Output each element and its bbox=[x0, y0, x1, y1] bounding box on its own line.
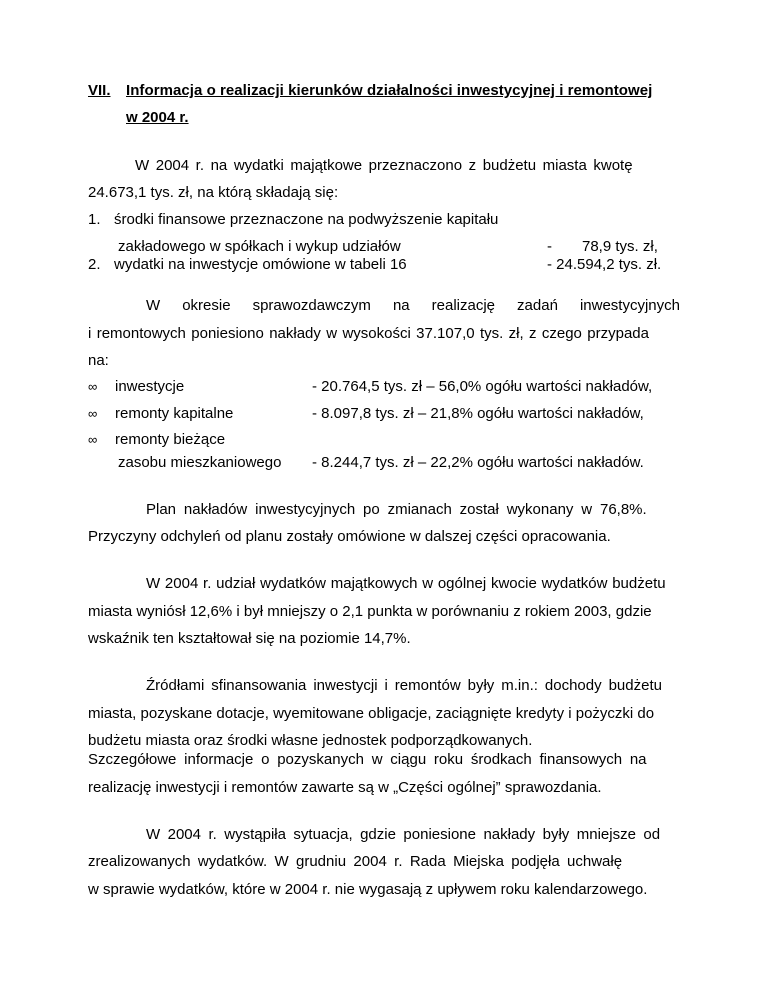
para1-line1: W 2004 r. na wydatki majątkowe przeznaczono z budżetu miasta kwotę bbox=[135, 157, 633, 174]
section-title-line2: w 2004 r. bbox=[126, 109, 189, 126]
list-item-1-amount: 78,9 tys. zł, bbox=[582, 238, 658, 255]
list-item-2-amount: - 24.594,2 tys. zł. bbox=[547, 256, 662, 273]
para2-word: inwestycyjnych bbox=[579, 297, 680, 314]
para5-line3: budżetu miasta oraz środki własne jednostek podporządkowanych. bbox=[88, 732, 533, 749]
bullet-2-value: - 8.097,8 tys. zł – 21,8% ogółu wartości nakładów, bbox=[312, 405, 644, 422]
para2-line1 bbox=[146, 296, 680, 316]
para4-line3: wskaźnik ten kształtował się na poziomie 14,7%. bbox=[88, 630, 411, 647]
bullet-3-value: - 8.244,7 tys. zł – 22,2% ogółu wartości nakładów. bbox=[312, 454, 644, 471]
bullet-3-label: remonty bieżące bbox=[115, 431, 226, 448]
para4-line1: W 2004 r. udział wydatków majątkowych w ogólnej kwocie wydatków budżetu bbox=[146, 575, 666, 592]
para2-word: na bbox=[392, 297, 410, 314]
para5-line2: miasta, pozyskane dotacje, wyemitowane obligacje, zaciągnięte kredyty i pożyczki do bbox=[88, 705, 655, 722]
para2-word: W bbox=[146, 297, 161, 314]
bullet-2-label: remonty kapitalne bbox=[115, 405, 234, 422]
para2-word: okresie bbox=[182, 297, 231, 314]
bullet-1-value: - 20.764,5 tys. zł – 56,0% ogółu wartości nakładów, bbox=[312, 378, 653, 395]
bullet-3-label2: zasobu mieszkaniowego bbox=[118, 454, 282, 471]
para2-word: sprawozdawczym bbox=[252, 297, 371, 314]
list-item-1-text-line1: środki finansowe przeznaczone na podwyższenie kapitału bbox=[114, 211, 499, 228]
para6-line1: W 2004 r. wystąpiła sytuacja, gdzie poniesione nakłady były mniejsze od bbox=[146, 826, 661, 843]
bullet-1-label: inwestycje bbox=[115, 378, 185, 395]
list-item-2-number: 2. bbox=[88, 256, 101, 273]
list-item-1-number: 1. bbox=[88, 211, 101, 228]
para2-line3: na: bbox=[88, 352, 109, 369]
para6-line3: w sprawie wydatków, które w 2004 r. nie wygasają z upływem roku kalendarzowego. bbox=[88, 881, 648, 898]
para5-line1: Źródłami sfinansowania inwestycji i remontów były m.in.: dochody budżetu bbox=[146, 677, 662, 694]
para3-line1: Plan nakładów inwestycyjnych po zmianach został wykonany w 76,8%. bbox=[146, 501, 647, 518]
section-number: VII. bbox=[88, 82, 111, 99]
para2-word: realizację bbox=[431, 297, 496, 314]
bullet-1-symbol: ∞ bbox=[88, 379, 98, 394]
section-title-line1: Informacja o realizacji kierunków działalności inwestycyjnej i remontowej bbox=[126, 82, 653, 99]
list-item-2-text: wydatki na inwestycje omówione w tabeli 16 bbox=[114, 256, 407, 273]
para2-word: zadań bbox=[517, 297, 558, 314]
para5-line4: Szczegółowe informacje o pozyskanych w ciągu roku środkach finansowych na bbox=[88, 751, 647, 768]
para2-line2: i remontowych poniesiono nakłady w wysokości 37.107,0 tys. zł, z czego przypada bbox=[88, 325, 649, 342]
list-item-1-dash: - bbox=[547, 238, 552, 255]
para3-line2: Przyczyny odchyleń od planu zostały omówione w dalszej części opracowania. bbox=[88, 528, 611, 545]
bullet-2-symbol: ∞ bbox=[88, 406, 98, 421]
para5-line5: realizację inwestycji i remontów zawarte są w „Części ogólnej” sprawozdania. bbox=[88, 779, 602, 796]
para4-line2: miasta wyniósł 12,6% i był mniejszy o 2,1 punkta w porównaniu z rokiem 2003, gdzie bbox=[88, 603, 652, 620]
para1-line2: 24.673,1 tys. zł, na którą składają się: bbox=[88, 184, 339, 201]
list-item-1-text-line2: zakładowego w spółkach i wykup udziałów bbox=[118, 238, 401, 255]
bullet-3-symbol: ∞ bbox=[88, 432, 98, 447]
para6-line2: zrealizowanych wydatków. W grudniu 2004 r. Rada Miejska podjęła uchwałę bbox=[88, 853, 623, 870]
